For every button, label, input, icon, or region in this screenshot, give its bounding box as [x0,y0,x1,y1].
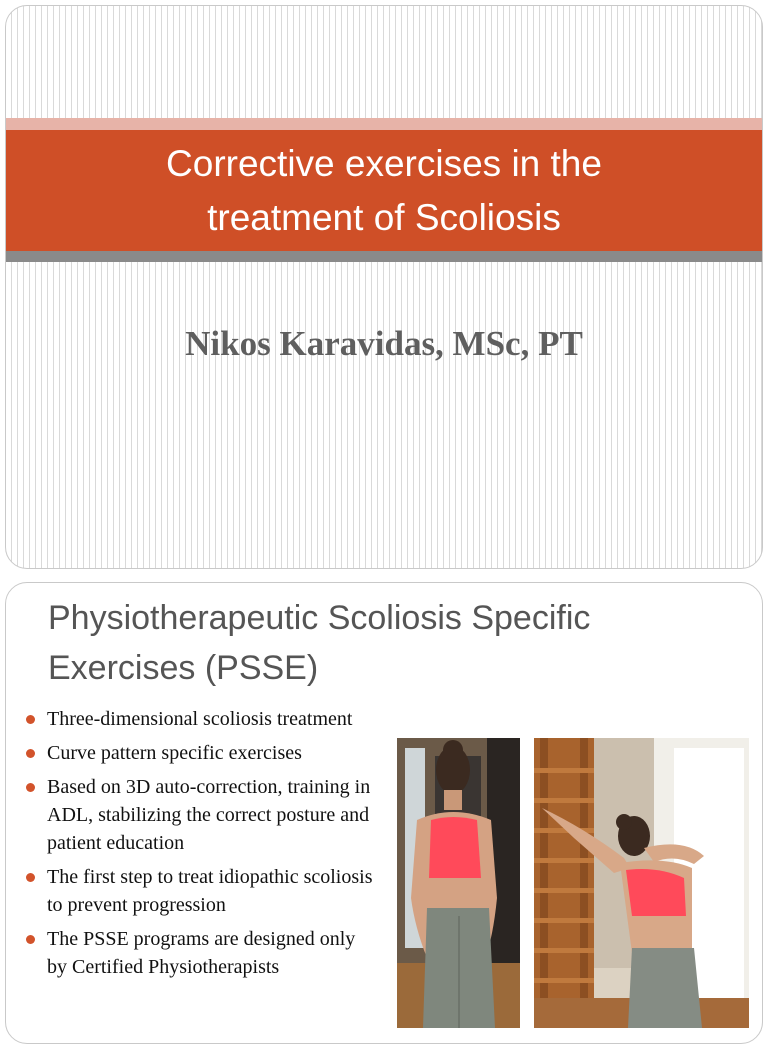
content-title-line1: Physiotherapeutic Scoliosis Specific [48,599,591,637]
bullet-item [20,739,380,767]
accent-stripe-bottom [6,251,762,262]
bullet-dot-icon [26,783,35,792]
bullet-text: Based on 3D auto-correction, training in ADL, stabilizing the correct posture and patient education [47,776,371,854]
bullet-dot-icon [26,873,35,882]
title-banner [6,130,762,251]
bullet-item [20,925,380,981]
bullet-item [20,705,380,733]
exercise-photo-back-view [397,738,520,1028]
bullet-dot-icon [26,715,35,724]
content-slide-title [48,593,708,693]
bullet-text: The PSSE programs are designed only by Certified Physiotherapists [47,928,356,978]
slide-title [166,137,602,245]
bullet-dot-icon [26,935,35,944]
bullet-text: Three-dimensional scoliosis treatment [47,708,353,730]
bullet-item [20,863,380,919]
slide-title-line1: Corrective exercises in the [166,142,602,184]
accent-stripe-top [6,118,762,130]
bullet-dot-icon [26,749,35,758]
title-slide [5,5,763,569]
author-subtitle: Nikos Karavidas, MSc, PT [185,324,583,363]
bullet-text: The first step to treat idiopathic scoliosis to prevent progression [47,866,373,916]
exercise-photo-wall-bars [534,738,749,1028]
content-slide [5,582,763,1044]
bullet-list [20,705,380,987]
bullet-text: Curve pattern specific exercises [47,742,302,764]
content-title-line2: Exercises (PSSE) [48,649,319,687]
bullet-item [20,773,380,857]
slide-title-line2: treatment of Scoliosis [207,196,561,238]
